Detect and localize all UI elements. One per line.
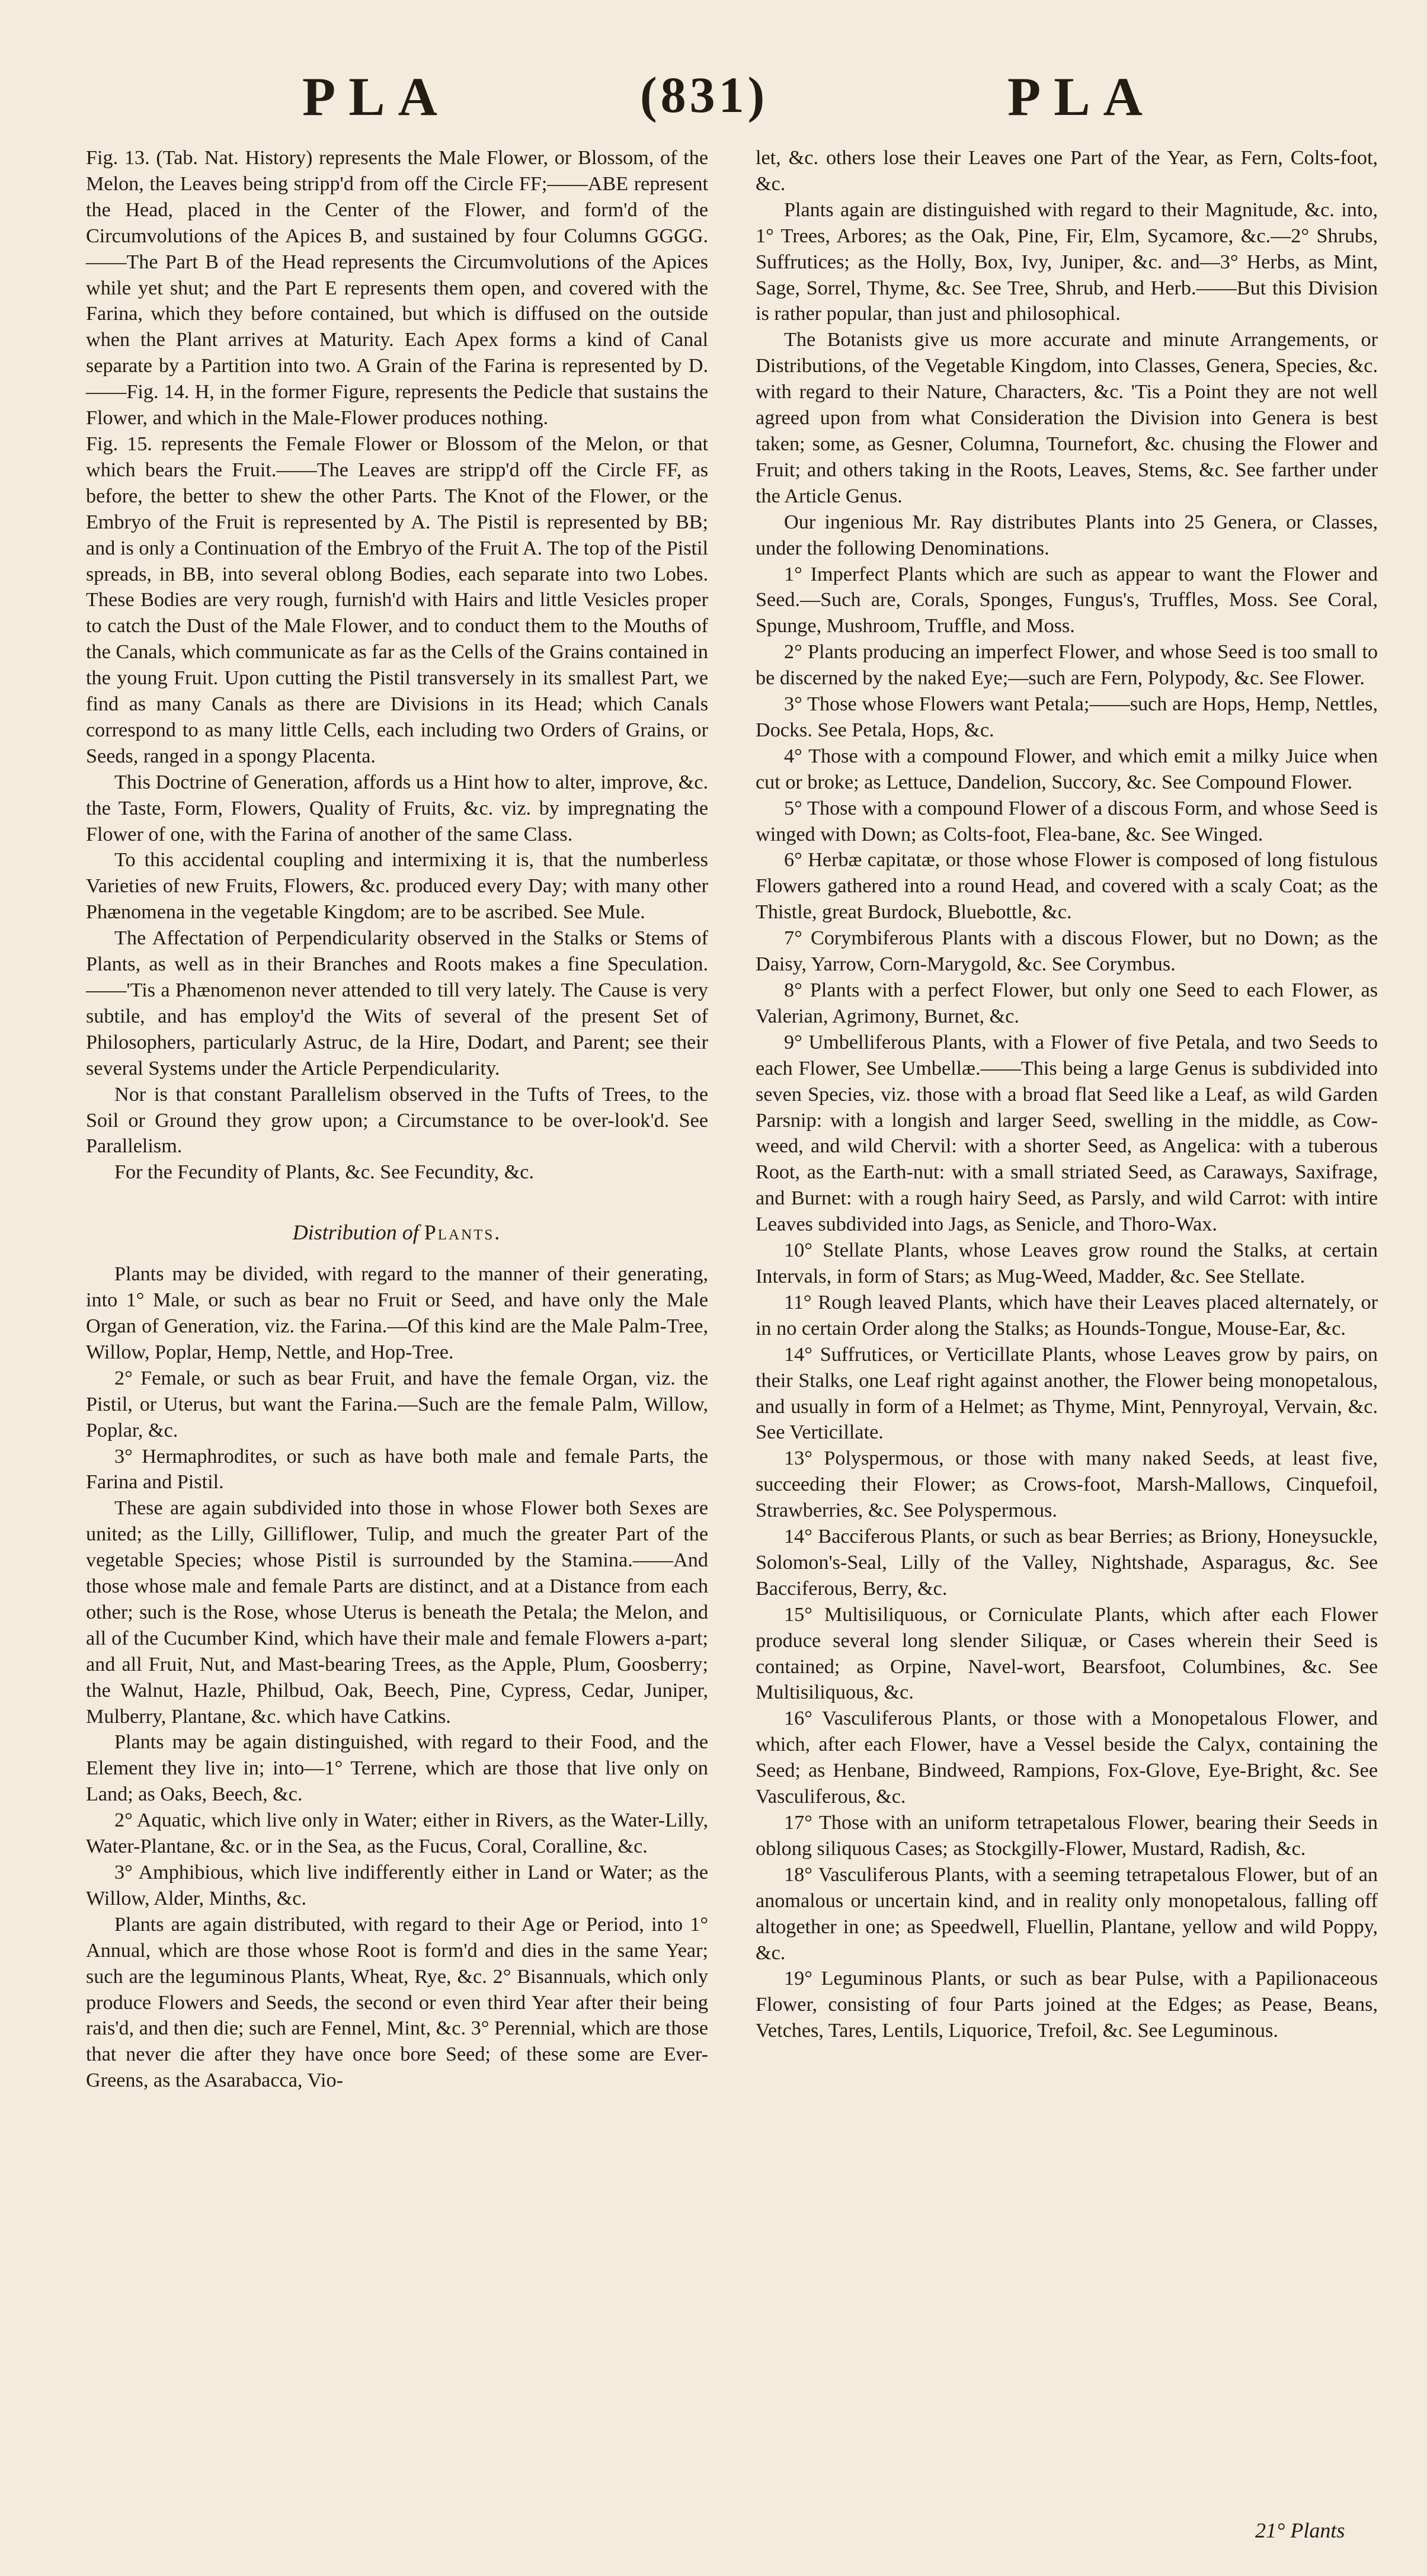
section-heading-caps: Plants. [424, 1220, 502, 1245]
paragraph: 10° Stellate Plants, whose Leaves grow round the Stalks, at certain Intervals, in form of Stars; as Mug-Weed, Madder, &c. See Stellate. [756, 1239, 1378, 1287]
paragraph: 3° Hermaphrodites, or such as have both male and female Parts, the Farina and Pistil. [86, 1445, 708, 1494]
paragraph: For the Fecundity of Plants, &c. See Fecundity, &c. [114, 1161, 535, 1184]
paragraph: 7° Corymbiferous Plants with a discous Flower, but no Down; as the Daisy, Yarrow, Corn-Marygold, &c. See Corymbus. [756, 927, 1378, 976]
page-number: (831) [640, 66, 769, 123]
paragraph: 2° Plants producing an imperfect Flower, and whose Seed is too small to be discerned by the naked Eye;—such are Fern, Polypody, &c. See Flower. [756, 641, 1378, 690]
left-column [86, 145, 708, 2094]
paragraph: 1° Imperfect Plants which are such as appear to want the Flower and Seed.—Such are, Corals, Sponges, Fungus's, Truffles, Moss. See Coral, Spunge, Mushroom, Truffle, and Moss. [756, 563, 1378, 637]
right-column-paragraphs [756, 145, 1378, 2044]
paragraph: Plants again are distinguished with regard to their Magnitude, &c. into, 1° Trees, Arbores; as the Oak, Pine, Fir, Elm, Sycamore, &c.—2° Shrubs, Suffrutices; as the Holly, Box, Ivy, Juniper, &c. and—3° Herbs, as Mint, Sage, Sorrel, Thyme, &c. See Tree, Shrub, and Herb.——But this Division is rather popular, than just and philosophical. [756, 198, 1378, 325]
catchword: 21° Plants [1255, 2519, 1345, 2542]
paragraph: 13° Polyspermous, or those with many naked Seeds, at least five, succeeding their Flower; as Crows-foot, Marsh-Mallows, Cinquefoil, Strawberries, &c. See Polyspermous. [756, 1447, 1378, 1522]
paragraph: This Doctrine of Generation, affords us a Hint how to alter, improve, &c. the Taste, Form, Flowers, Quality of Fruits, &c. viz. by impregnating the Flower of one, with the Farina of another of the same Class. [86, 771, 708, 845]
paragraph: Fig. 13. (Tab. Nat. History) represents the Male Flower, or Blossom, of the Melon, the Leaves being stripp'd from off the Circle FF;——ABE represent the Head, placed in the Center of the Flower, and form'd of the Circumvolutions of the Apices B, and sustained by four Columns GGGG.——The Part B of the Head represents the Circumvolutions of the Apices while yet shut; and the Part E represents them open, and covered with the Farina, which they before contained, but which is diffused on the outside when the Plant arrives at Maturity. Each Apex forms a kind of Canal separate by a Partition into two. A Grain of the Farina is represented by D. ——Fig. 14. H, in the former Figure, represents the Pedicle that sustains the Flower, and which in the Male-Flower produces nothing. [86, 147, 708, 430]
paragraph: 11° Rough leaved Plants, which have their Leaves placed alternately, or in no certain Order along the Stalks; as Hounds-Tongue, Mouse-Ear, &c. [756, 1291, 1378, 1340]
paragraph: 14° Bacciferous Plants, or such as bear Berries; as Briony, Honeysuckle, Solomon's-Seal, Lilly of the Valley, Nightshade, Asparagus, &c. See Bacciferous, Berry, &c. [756, 1526, 1378, 1600]
paragraph: 8° Plants with a perfect Flower, but only one Seed to each Flower, as Valerian, Agrimony, Burnet, &c. [756, 979, 1378, 1027]
paragraph: Plants are again distributed, with regard to their Age or Period, into 1° Annual, which are those whose Root is form'd and dies in the same Year; such are the leguminous Plants, Wheat, Rye, &c. 2° Bisannuals, which only produce Flowers and Seeds, the second or even third Year after their being rais'd, and then die; such are Fennel, Mint, &c. 3° Perennial, which are those that never die after they have once bore Seed; of these some are Ever-Greens, as the Asarabacca, Vio- [86, 1913, 708, 2092]
running-header [0, 65, 1427, 148]
section-heading-italic: Distribution of [292, 1220, 419, 1245]
section-heading [86, 1220, 708, 1246]
paragraph: To this accidental coupling and intermixing it is, that the numberless Varieties of new Fruits, Flowers, &c. produced every Day; with many other Phænomena in the vegetable Kingdom; are to be ascribed. See Mule. [86, 849, 708, 924]
paragraph: 16° Vasculiferous Plants, or those with a Monopetalous Flower, and which, after each Flower, have a Vessel beside the Calyx, containing the Seed; as Henbane, Bindweed, Rampions, Fox-Glove, Eye-Bright, &c. See Vasculiferous, &c. [756, 1707, 1378, 1808]
paragraph: Nor is that constant Parallelism observed in the Tufts of Trees, to the Soil or Ground they grow upon; a Circumstance to be over-look'd. See Parallelism. [86, 1083, 708, 1158]
paragraph: 14° Suffrutices, or Verticillate Plants, whose Leaves grow by pairs, on their Stalks, one Leaf right against another, the Flower being monopetalous, and usually in form of a Helmet; as Thyme, Mint, Pennyroyal, Vervain, &c. See Verticillate. [756, 1343, 1378, 1444]
paragraph: 2° Aquatic, which live only in Water; either in Rivers, as the Water-Lilly, Water-Plantane, &c. or in the Sea, as the Fucus, Coral, Coralline, &c. [86, 1809, 708, 1858]
paragraph: 6° Herbæ capitatæ, or those whose Flower is composed of long fistulous Flowers gathered into a round Head, and covered with a scaly Coat; as the Thistle, great Burdock, Bluebottle, &c. [756, 849, 1378, 924]
left-column-paragraphs-after [86, 1261, 708, 2094]
paragraph: 15° Multisiliquous, or Corniculate Plants, which after each Flower produce several long slender Siliquæ, or Cases wherein their Seed is contained; as Orpine, Navel-wort, Bearsfoot, Columbines, &c. See Multisiliquous, &c. [756, 1603, 1378, 1704]
paragraph: The Affectation of Perpendicularity observed in the Stalks or Stems of Plants, as well as in their Branches and Roots makes a fine Speculation.——'Tis a Phænomenon never attended to till very lately. The Cause is very subtile, and has employ'd the Wits of several of the present Set of Philosophers, particularly Astruc, de la Hire, Dodart, and Parent; see their several Systems under the Article Perpendicularity. [86, 927, 708, 1079]
paragraph: 2° Female, or such as bear Fruit, and have the female Organ, viz. the Pistil, or Uterus, but want the Farina.—Such are the female Palm, Willow, Poplar, &c. [86, 1367, 708, 1441]
paragraph: 3° Amphibious, which live indifferently either in Land or Water; as the Willow, Alder, Minths, &c. [86, 1861, 708, 1909]
header-left-word: PLA [302, 66, 450, 127]
paragraph: let, &c. others lose their Leaves one Part of the Year, as Fern, Colts-foot, &c. [756, 147, 1378, 195]
paragraph: 17° Those with an uniform tetrapetalous Flower, bearing their Seeds in oblong siliquous Cases; as Stockgilly-Flower, Mustard, Radish, &c. [756, 1812, 1378, 1860]
paragraph: 18° Vasculiferous Plants, with a seeming tetrapetalous Flower, but of an anomalous or uncertain kind, and in reality only monopetalous, falling off altogether in one; as Speedwell, Fluellin, Plantane, yellow and wild Poppy, &c. [756, 1863, 1378, 1964]
paragraph: Fig. 15. represents the Female Flower or Blossom of the Melon, or that which bears the Fruit.——The Leaves are stripp'd off the Circle FF, as before, the better to shew the other Parts. The Knot of the Flower, or the Embryo of the Fruit is represented by A. The Pistil is represented by BB; and is only a Continuation of the Embryo of the Fruit A. The top of the Pistil spreads, in BB, into several oblong Bodies, each separate into two Lobes. These Bodies are very rough, furnish'd with Hairs and little Vesicles proper to catch the Dust of the Male Flower, and to conduct them to the Mouths of the Canals, which communicate as far as the Cells of the Grains contained in the young Fruit. Upon cutting the Pistil transversely in its smallest Part, we find as many Canals as there are Divisions in its Head; which Canals correspond to as many little Cells, each including two Orders of Grains, or Seeds, ranged in a spongy Placenta. [86, 432, 708, 767]
paragraph: Plants may be divided, with regard to the manner of their generating, into 1° Male, or such as bear no Fruit or Seed, and have only the Male Organ of Generation, viz. the Farina.—Of this kind are the Male Palm-Tree, Willow, Poplar, Hemp, Nettle, and Hop-Tree. [86, 1263, 708, 1363]
paragraph: 19° Leguminous Plants, or such as bear Pulse, with a Papilionaceous Flower, consisting of four Parts joined at the Edges; as Pease, Beans, Vetches, Tares, Lentils, Liquorice, Trefoil, &c. See Leguminous. [756, 1968, 1378, 2042]
header-right-word: PLA [1007, 66, 1156, 127]
paragraph: 4° Those with a compound Flower, and which emit a milky Juice when cut or broke; as Lettuce, Dandelion, Succory, &c. See Compound Flower. [756, 745, 1378, 793]
right-column [756, 145, 1378, 2044]
paragraph: Our ingenious Mr. Ray distributes Plants into 25 Genera, or Classes, under the following Denominations. [756, 511, 1378, 559]
paragraph: These are again subdivided into those in whose Flower both Sexes are united; as the Lilly, Gilliflower, Tulip, and much the greater Part of the vegetable Species; whose Pistil is surrounded by the Stamina.——And those whose male and female Parts are distinct, and at a Distance from each other; such is the Rose, whose Uterus is beneath the Petala; the Melon, and all of the Cucumber Kind, which have their male and female Flowers a-part; and all Fruit, Nut, and Mast-bearing Trees, as the Apple, Plum, Goosberry; the Walnut, Hazle, Philbud, Oak, Beech, Pine, Cypress, Cedar, Juniper, Mulberry, Plantane, &c. which have Catkins. [86, 1497, 708, 1728]
paragraph: Plants may be again distinguished, with regard to their Food, and the Element they live in; into—1° Terrene, which are those that live only on Land; as Oaks, Beech, &c. [86, 1731, 708, 1806]
paragraph: 9° Umbelliferous Plants, with a Flower of five Petala, and two Seeds to each Flower, See Umbellæ.——This being a large Genus is subdivided into seven Species, viz. those with a broad flat Seed like a Leaf, as wild Garden Parsnip: with a longish and larger Seed, swelling in the middle, as Cow-weed, and wild Chervil: with a shorter Seed, as Angelica: with a tuberous Root, as the Earth-nut: with a small striated Seed, as Caraways, Saxifrage, and Burnet: with a rough hairy Seed, as Parsly, and wild Carrot: with intire Leaves subdivided into Jags, as Senicle, and Thoro-Wax. [756, 1031, 1378, 1236]
left-column-paragraphs [86, 145, 708, 1186]
paragraph: 3° Those whose Flowers want Petala;——such are Hops, Hemp, Nettles, Docks. See Petala, Hops, &c. [756, 693, 1378, 741]
paragraph: The Botanists give us more accurate and minute Arrangements, or Distributions, of the Vegetable Kingdom, into Classes, Genera, Species, &c. with regard to their Nature, Characters, &c. 'Tis a Point they are not well agreed upon from what Consideration the Division into Genera is best taken; some, as Gesner, Columna, Tournefort, &c. chusing the Flower and Fruit; and others taking in the Roots, Leaves, Stems, &c. See farther under the Article Genus. [756, 329, 1378, 507]
paragraph: 5° Those with a compound Flower of a discous Form, and whose Seed is winged with Down; as Colts-foot, Flea-bane, &c. See Winged. [756, 797, 1378, 845]
